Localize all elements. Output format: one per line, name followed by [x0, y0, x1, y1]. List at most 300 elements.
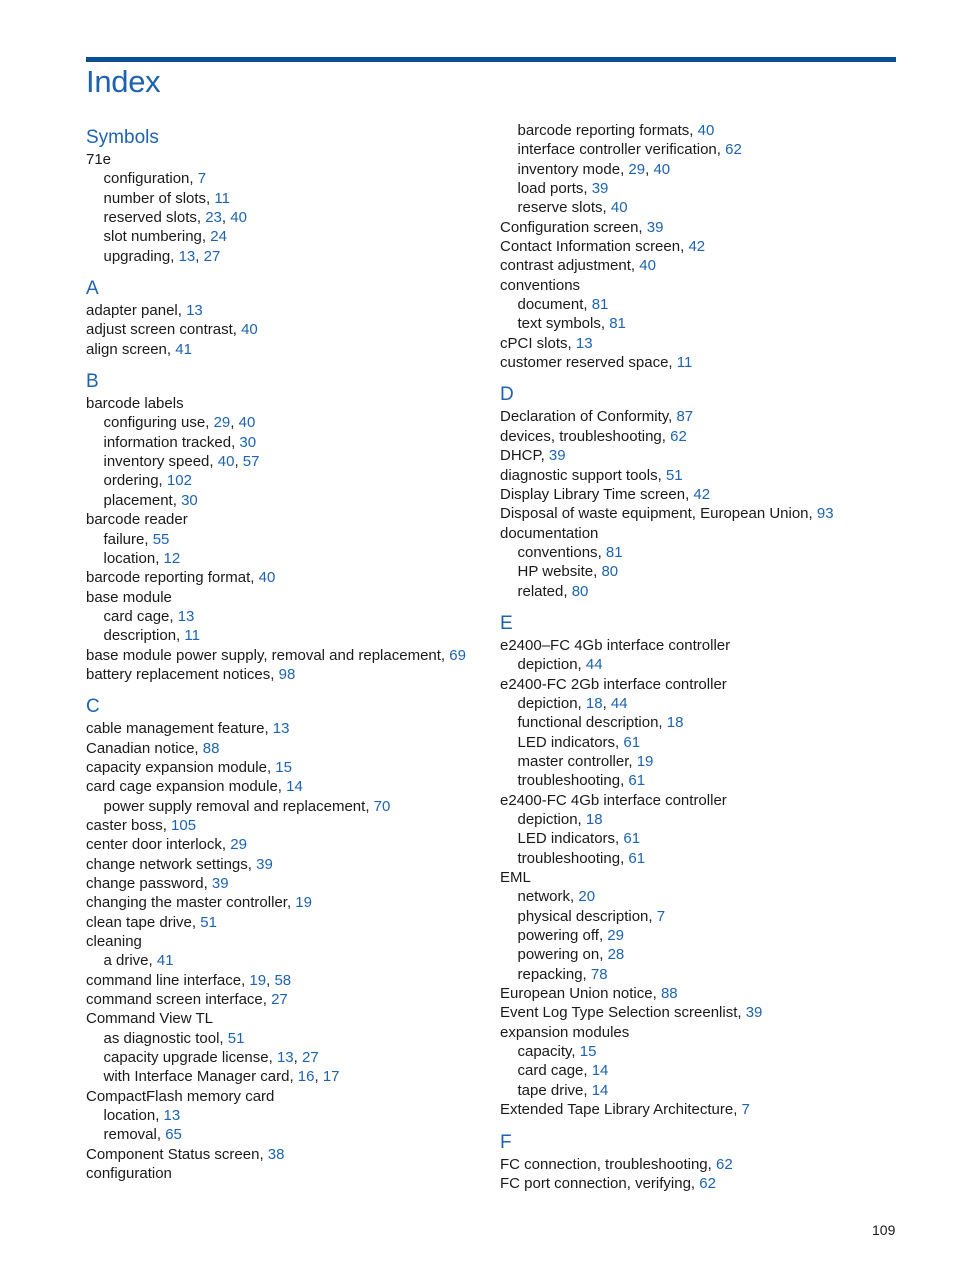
entry-term: configuration — [103, 170, 190, 188]
page-link[interactable]: 44 — [585, 656, 603, 674]
entry-term: troubleshooting — [517, 772, 621, 790]
entry-term: devices, troubleshooting — [500, 427, 662, 445]
entry-term: expansion modules — [500, 1023, 630, 1041]
page-link[interactable]: 11 — [214, 189, 230, 207]
index-entry: card cage expansion module, 14 — [86, 778, 303, 796]
entry-term: command line interface — [86, 971, 242, 989]
page-link[interactable]: 62 — [725, 141, 742, 159]
index-entry: cable management feature, 13 — [86, 720, 290, 738]
page-link[interactable]: 30 — [181, 491, 198, 509]
entry-term: Canadian notice — [86, 739, 195, 757]
index-entry — [86, 510, 501, 529]
entry-term: master controller — [517, 752, 629, 770]
entry-term: CompactFlash memory card — [86, 1087, 275, 1105]
page-link[interactable]: 81 — [605, 543, 623, 561]
entry-term: caster boss — [86, 816, 163, 834]
index-entry — [500, 675, 915, 694]
entry-term: powering off — [517, 927, 599, 945]
index-entry — [86, 588, 501, 607]
section-letter: C — [86, 696, 100, 718]
entry-term: configuring use — [103, 414, 206, 432]
page-link[interactable]: 61 — [628, 772, 646, 790]
page-link[interactable]: 11 — [184, 627, 200, 645]
index-subentry: card cage, 14 — [517, 1062, 609, 1080]
page-link[interactable]: 24 — [210, 228, 227, 246]
page-link[interactable]: 58 — [274, 971, 292, 989]
page-link[interactable]: 11 — [676, 354, 693, 372]
page-link[interactable]: 80 — [601, 563, 619, 581]
page-link[interactable]: 38 — [267, 1145, 285, 1163]
entry-term: reserve slots — [517, 199, 603, 217]
index-entry — [500, 1023, 915, 1042]
page-link[interactable]: 80 — [571, 582, 589, 600]
entry-term: Disposal of waste equipment, European Union — [500, 505, 809, 523]
entry-term: LED indicators — [517, 830, 616, 848]
entry-term: e2400-FC 2Gb interface controller — [500, 675, 727, 693]
page-link[interactable]: 15 — [579, 1043, 597, 1061]
entry-term: change password — [86, 875, 204, 892]
index-entry — [86, 932, 501, 951]
entry-term: card cage — [517, 1062, 584, 1080]
index-entry: caster boss, 105 — [86, 816, 197, 834]
index-entry — [500, 276, 915, 295]
page-number: 109 — [872, 1222, 896, 1238]
index-subentry: inventory speed, 40, 57 — [103, 453, 260, 471]
page-link[interactable]: 88 — [660, 985, 678, 1003]
entry-term: changing the master controller — [86, 894, 287, 912]
index-entry: FC connection, troubleshooting, 62 — [500, 1155, 733, 1173]
index-subentry: text symbols, 81 — [517, 315, 626, 333]
page-link[interactable]: 65 — [165, 1126, 182, 1144]
page-link[interactable]: 61 — [628, 849, 646, 867]
index-entry: adjust screen contrast, 40 — [86, 321, 258, 339]
index-entry: Declaration of Conformity, 87 — [500, 408, 694, 426]
index-subentry: tape drive, 14 — [517, 1081, 609, 1099]
index-section — [86, 277, 501, 359]
page-link[interactable]: 40 — [258, 569, 276, 587]
entry-term: number of slots — [103, 189, 207, 207]
entry-term: Configuration screen — [500, 218, 639, 236]
entry-term: a drive — [103, 952, 149, 970]
page-link[interactable]: 55 — [152, 530, 170, 548]
index-entry: Component Status screen, 38 — [86, 1145, 285, 1163]
entry-term: documentation — [500, 524, 599, 542]
page-link[interactable]: 40 — [238, 414, 256, 432]
index-subentry: number of slots, 11 — [103, 189, 230, 207]
entry-term: slot numbering — [103, 228, 202, 246]
index-subentry: slot numbering, 24 — [103, 228, 227, 246]
page-link[interactable]: 30 — [239, 433, 257, 451]
entry-term: FC port connection, verifying — [500, 1174, 691, 1192]
index-entry: contrast adjustment, 40 — [500, 257, 656, 275]
entry-term: text symbols — [517, 315, 601, 333]
index-subentry: reserved slots, 23, 40 — [103, 209, 247, 227]
page-link[interactable]: 39 — [646, 218, 664, 236]
index-subentry: description, 11 — [103, 627, 200, 645]
page-link[interactable]: 13 — [163, 1107, 181, 1125]
page-link[interactable]: 40 — [653, 160, 671, 178]
index-entry: changing the master controller, 19 — [86, 894, 312, 912]
index-entry — [86, 1009, 501, 1028]
index-entry — [500, 791, 915, 810]
index-subentry: configuring use, 29, 40 — [103, 414, 256, 432]
index-entry: change network settings, 39 — [86, 855, 273, 873]
entry-term: ordering — [103, 472, 159, 490]
index-section — [86, 126, 501, 266]
page-link[interactable]: 19 — [249, 971, 267, 989]
index-entry: FC port connection, verifying, 62 — [500, 1174, 716, 1192]
page-link[interactable]: 51 — [665, 466, 683, 484]
index-entry: customer reserved space, 11 — [500, 354, 693, 372]
index-subentry: conventions, 81 — [517, 543, 623, 561]
section-letter: B — [86, 371, 99, 393]
entry-term: repacking — [517, 965, 583, 983]
index-entry — [86, 1087, 501, 1106]
page-link[interactable]: 93 — [816, 505, 834, 523]
page-link[interactable]: 13 — [177, 607, 195, 625]
page-link[interactable]: 87 — [676, 408, 694, 426]
index-subentry: troubleshooting, 61 — [517, 772, 646, 790]
entry-term: placement — [103, 491, 173, 509]
page-link[interactable]: 39 — [211, 875, 229, 892]
entry-term: align screen — [86, 340, 167, 358]
index-subentry: document, 81 — [517, 296, 609, 314]
index-section — [500, 121, 915, 372]
page-link[interactable]: 39 — [256, 855, 273, 873]
entry-term: diagnostic support tools — [500, 466, 658, 484]
entry-term: Extended Tape Library Architecture — [500, 1101, 734, 1119]
index-entry: diagnostic support tools, 51 — [500, 466, 683, 484]
page-link[interactable]: 14 — [591, 1081, 609, 1099]
page-link[interactable]: 13 — [276, 1049, 294, 1067]
page-link[interactable]: 29 — [607, 927, 624, 945]
index-subentry: powering off, 29 — [517, 927, 624, 945]
index-entry: adapter panel, 13 — [86, 302, 203, 320]
page-link[interactable]: 20 — [578, 888, 596, 906]
page-link[interactable]: 39 — [745, 1004, 763, 1022]
entry-term: barcode reporting format — [86, 569, 251, 587]
index-entry: Extended Tape Library Architecture, 7 — [500, 1101, 750, 1119]
index-entry: clean tape drive, 51 — [86, 913, 217, 931]
entry-term: customer reserved space — [500, 354, 669, 372]
index-subentry: related, 80 — [517, 582, 589, 600]
entry-term: command screen interface — [86, 991, 263, 1009]
index-entry: change password, 39 — [86, 875, 229, 892]
page-link[interactable]: 42 — [693, 485, 711, 503]
index-section — [500, 612, 915, 1120]
entry-term: Component Status screen — [86, 1145, 260, 1163]
entry-term: Event Log Type Selection screenlist — [500, 1004, 738, 1022]
page-link[interactable]: 40 — [217, 453, 235, 471]
index-section — [500, 1131, 915, 1194]
entry-term: barcode reporting formats — [517, 122, 690, 139]
entry-term: power supply removal and replacement — [103, 797, 366, 815]
page-link[interactable]: 27 — [301, 1049, 319, 1067]
page-link[interactable]: 29 — [213, 414, 231, 432]
index-entry: center door interlock, 29 — [86, 836, 247, 854]
page-link[interactable]: 62 — [699, 1174, 716, 1192]
page-link[interactable]: 13 — [575, 334, 593, 352]
page-link[interactable]: 40 — [241, 321, 258, 339]
entry-term: functional description — [517, 714, 659, 732]
index-subentry: troubleshooting, 61 — [517, 849, 646, 867]
entry-term: e2400-FC 4Gb interface controller — [500, 791, 727, 809]
index-subentry: load ports, 39 — [517, 180, 609, 198]
index-section — [500, 383, 915, 600]
page-link[interactable]: 70 — [373, 797, 391, 815]
page-link[interactable]: 61 — [623, 830, 641, 848]
index-entry: European Union notice, 88 — [500, 985, 678, 1003]
entry-term: capacity — [517, 1043, 572, 1061]
index-entry: DHCP, 39 — [500, 447, 566, 465]
section-letter: Symbols — [86, 127, 159, 148]
index-entry: Event Log Type Selection screenlist, 39 — [500, 1004, 763, 1022]
index-entry — [500, 524, 915, 543]
index-subentry: repacking, 78 — [517, 965, 608, 983]
index-entry: base module power supply, removal and replacement, 69 — [86, 646, 466, 664]
entry-term: depiction — [517, 694, 578, 712]
entry-term: Display Library Time screen — [500, 485, 686, 503]
page-link[interactable]: 27 — [271, 991, 288, 1009]
entry-term: change network settings — [86, 855, 248, 873]
entry-term: card cage expansion module — [86, 778, 278, 796]
page-link[interactable]: 69 — [449, 646, 466, 664]
index-subentry: capacity, 15 — [517, 1043, 597, 1061]
page-link[interactable]: 44 — [610, 694, 628, 712]
page-link[interactable]: 18 — [585, 811, 603, 828]
page-link[interactable]: 13 — [186, 302, 203, 320]
page-link[interactable]: 62 — [670, 427, 687, 445]
entry-term: base module — [86, 588, 172, 606]
index-subentry: LED indicators, 61 — [517, 830, 641, 848]
entry-term: Declaration of Conformity — [500, 408, 669, 426]
section-letter: E — [500, 612, 513, 634]
page-link[interactable]: 28 — [607, 946, 625, 964]
index-subentry: HP website, 80 — [517, 563, 619, 581]
index-subentry: placement, 30 — [103, 491, 198, 509]
entry-term: center door interlock — [86, 836, 222, 854]
page-link[interactable]: 12 — [163, 549, 181, 567]
index-subentry: location, 12 — [103, 549, 181, 567]
index-column-left — [86, 121, 501, 1195]
page-link[interactable]: 23 — [205, 209, 222, 227]
index-subentry: interface controller verification, 62 — [517, 141, 742, 159]
page-link[interactable]: 15 — [275, 758, 292, 776]
entry-term: location — [103, 1107, 156, 1125]
index-subentry: ordering, 102 — [103, 472, 192, 490]
index-entry — [500, 636, 915, 655]
index-subentry: physical description, 7 — [517, 907, 666, 925]
entry-term: document — [517, 296, 584, 314]
entry-term: powering on — [517, 946, 600, 964]
page-link[interactable]: 29 — [628, 160, 646, 178]
page-link[interactable]: 13 — [272, 720, 290, 738]
entry-term: configuration — [86, 1165, 172, 1183]
entry-term: cable management feature — [86, 720, 265, 738]
entry-term: load ports — [517, 180, 584, 198]
index-entry: command line interface, 19, 58 — [86, 971, 292, 989]
page-link[interactable]: 57 — [242, 453, 260, 471]
entry-term: failure — [103, 530, 145, 548]
entry-term: 71e — [86, 151, 112, 168]
index-subentry: with Interface Manager card, 16, 17 — [103, 1068, 340, 1086]
entry-term: as diagnostic tool — [103, 1029, 220, 1047]
page-link[interactable]: 41 — [175, 340, 192, 358]
entry-term: conventions — [500, 276, 581, 294]
page-link[interactable]: 51 — [227, 1029, 245, 1047]
entry-term: troubleshooting — [517, 849, 621, 867]
entry-term: related — [517, 582, 564, 600]
page-link[interactable]: 102 — [166, 472, 192, 490]
entry-term: depiction — [517, 811, 578, 828]
entry-term: Command View TL — [86, 1010, 214, 1028]
page-link[interactable]: 41 — [156, 952, 174, 970]
index-subentry: depiction, 44 — [517, 656, 603, 674]
page-link[interactable]: 88 — [202, 739, 220, 757]
page-link[interactable]: 61 — [623, 733, 641, 751]
title-rule — [86, 57, 896, 62]
page-link[interactable]: 40 — [697, 122, 715, 139]
entry-term: tape drive — [517, 1081, 584, 1099]
entry-term: removal — [103, 1126, 157, 1144]
index-subentry: power supply removal and replacement, 70 — [103, 797, 391, 815]
entry-term: interface controller verification — [517, 141, 717, 159]
page-link[interactable]: 40 — [610, 199, 628, 217]
page-link[interactable]: 40 — [230, 209, 247, 227]
page-link[interactable]: 18 — [666, 714, 684, 732]
page-link[interactable]: 62 — [715, 1155, 733, 1173]
index-entry: Configuration screen, 39 — [500, 218, 664, 236]
section-letter: A — [86, 278, 99, 300]
page-link[interactable]: 7 — [656, 907, 666, 925]
index-entry — [86, 150, 501, 169]
entry-term: LED indicators — [517, 733, 616, 751]
index-subentry: location, 13 — [103, 1107, 181, 1125]
page-link[interactable]: 19 — [636, 752, 654, 770]
page-link[interactable]: 40 — [639, 257, 656, 275]
entry-term: HP website — [517, 563, 594, 581]
entry-term: contrast adjustment — [500, 257, 631, 275]
page-title: Index — [86, 64, 161, 99]
index-subentry: failure, 55 — [103, 530, 170, 548]
index-subentry: removal, 65 — [103, 1126, 182, 1144]
page-link[interactable]: 81 — [609, 315, 626, 333]
entry-term: base module power supply, removal and replacement — [86, 646, 441, 664]
entry-term: conventions — [517, 543, 598, 561]
index-subentry: inventory mode, 29, 40 — [517, 160, 671, 178]
page-link[interactable]: 39 — [591, 180, 609, 198]
entry-term: card cage — [103, 607, 170, 625]
entry-term: with Interface Manager card — [103, 1068, 290, 1086]
entry-term: depiction — [517, 656, 578, 674]
page-link[interactable]: 42 — [688, 238, 706, 256]
index-entry: Canadian notice, 88 — [86, 739, 220, 757]
page-link[interactable]: 51 — [200, 913, 217, 931]
entry-term: FC connection, troubleshooting — [500, 1155, 708, 1173]
page-link[interactable]: 29 — [230, 836, 247, 854]
page-link[interactable]: 16 — [297, 1068, 315, 1086]
index-subentry: configuration, 7 — [103, 170, 207, 188]
entry-term: barcode reader — [86, 511, 188, 529]
entry-term: reserved slots — [103, 209, 197, 227]
index-entry: align screen, 41 — [86, 340, 192, 358]
index-entry: capacity expansion module, 15 — [86, 758, 292, 776]
index-entry: Contact Information screen, 42 — [500, 238, 706, 256]
index-subentry: a drive, 41 — [103, 952, 174, 970]
page-link[interactable]: 14 — [591, 1062, 609, 1080]
entry-term: adapter panel — [86, 302, 178, 320]
entry-term: barcode labels — [86, 395, 184, 413]
index-subentry: upgrading, 13, 27 — [103, 247, 221, 265]
index-subentry: as diagnostic tool, 51 — [103, 1029, 245, 1047]
entry-term: information tracked — [103, 433, 232, 451]
entry-term: DHCP — [500, 447, 541, 465]
index-subentry: network, 20 — [517, 888, 596, 906]
section-letter: D — [500, 384, 514, 406]
index-entry — [86, 394, 501, 413]
index-entry: Display Library Time screen, 42 — [500, 485, 711, 503]
section-letter: F — [500, 1131, 512, 1153]
entry-term: EML — [500, 869, 531, 887]
page-link[interactable]: 13 — [178, 247, 196, 265]
entry-term: description — [103, 627, 177, 645]
index-subentry: master controller, 19 — [517, 752, 654, 770]
page-link[interactable]: 17 — [322, 1068, 340, 1086]
entry-term: location — [103, 549, 156, 567]
page-link[interactable]: 19 — [295, 894, 312, 912]
index-subentry: powering on, 28 — [517, 946, 625, 964]
index-entry: cPCI slots, 13 — [500, 334, 593, 352]
entry-term: capacity expansion module — [86, 758, 267, 776]
page-link[interactable]: 105 — [171, 816, 197, 834]
entry-term: upgrading — [103, 247, 171, 265]
index-entry — [500, 868, 915, 887]
entry-term: European Union notice — [500, 985, 653, 1003]
page-link[interactable]: 14 — [286, 778, 303, 796]
page-link[interactable]: 18 — [585, 694, 603, 712]
index-entry: battery replacement notices, 98 — [86, 665, 296, 683]
page-link[interactable]: 27 — [203, 247, 221, 265]
page-link[interactable]: 81 — [591, 296, 609, 314]
entry-term: cPCI slots — [500, 334, 568, 352]
index-entry: devices, troubleshooting, 62 — [500, 427, 687, 445]
page-link[interactable]: 39 — [548, 447, 566, 465]
page-link[interactable]: 7 — [197, 170, 207, 188]
page-link[interactable]: 98 — [278, 665, 296, 683]
index-subentry: information tracked, 30 — [103, 433, 257, 451]
entry-term: clean tape drive — [86, 913, 192, 931]
index-column-right — [500, 121, 915, 1204]
index-subentry: reserve slots, 40 — [517, 199, 628, 217]
entry-term: adjust screen contrast — [86, 321, 233, 339]
entry-term: network — [517, 888, 571, 906]
index-section — [86, 695, 501, 1183]
index-entry: barcode reporting format, 40 — [86, 569, 276, 587]
index-entry — [86, 1164, 501, 1183]
page-link[interactable]: 7 — [741, 1101, 750, 1119]
entry-term: inventory mode — [517, 160, 621, 178]
entry-term: capacity upgrade license — [103, 1049, 269, 1067]
index-section — [86, 370, 501, 684]
page-link[interactable]: 78 — [590, 965, 608, 983]
entry-term: cleaning — [86, 933, 142, 951]
entry-term: physical description — [517, 907, 649, 925]
index-subentry: card cage, 13 — [103, 607, 195, 625]
entry-term: Contact Information screen — [500, 238, 681, 256]
index-subentry: capacity upgrade license, 13, 27 — [103, 1049, 319, 1067]
entry-term: e2400–FC 4Gb interface controller — [500, 636, 731, 654]
index-entry: Disposal of waste equipment, European Union, 93 — [500, 505, 834, 523]
